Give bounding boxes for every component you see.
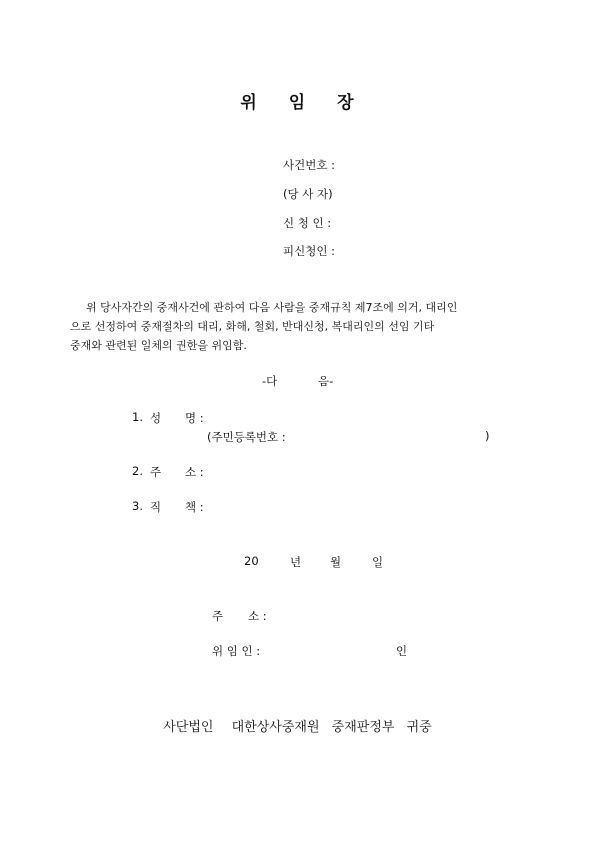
recipient-line: [0, 716, 595, 735]
paragraph-line: 중재와 관련된 일체의 권한을 위임함.: [70, 339, 247, 352]
name-label-first: 성: [150, 411, 162, 425]
resident-number-close: ): [485, 429, 490, 443]
position-label-first: 직: [150, 500, 162, 514]
document-title: [0, 88, 595, 113]
respondent-label: 피신청인 :: [283, 244, 335, 258]
org-type: 사단법인: [163, 720, 214, 735]
seal-mark: 인: [396, 644, 408, 658]
address-label-second: 소 :: [185, 465, 204, 479]
address-label-first: 주: [150, 465, 162, 479]
title-char: 위: [240, 93, 258, 113]
name-label-second: 명 :: [185, 411, 204, 425]
signature-address-second: 소 :: [248, 609, 267, 623]
resident-number-open: (주민등록번호 :: [207, 430, 286, 444]
delegation-paragraph: [70, 298, 540, 355]
delegator-label: 위 임 인 :: [212, 644, 261, 658]
item-number: 3.: [132, 499, 143, 513]
case-number-label: 사건번호 :: [283, 158, 335, 172]
date-day: 일: [372, 555, 384, 569]
date-month: 월: [330, 555, 342, 569]
parties-label: (당 사 자): [283, 187, 333, 201]
section-heading-right: 음-: [318, 374, 334, 388]
title-char: 임: [288, 93, 307, 113]
department: 중재판정부: [331, 720, 395, 735]
org-name: 대한상사중재원: [231, 720, 320, 735]
section-heading-left: -다: [262, 374, 278, 388]
item-number: 1.: [132, 410, 143, 424]
paragraph-line: 으로 선정하여 중재절차의 대리, 화해, 철회, 반대신청, 복대리인의 선임 기타: [70, 320, 435, 333]
applicant-label: 신 청 인 :: [283, 216, 332, 230]
honorific-suffix: 귀중: [406, 720, 432, 735]
position-label-second: 책 :: [185, 500, 204, 514]
item-number: 2.: [132, 464, 143, 478]
date-year: 년: [290, 555, 302, 569]
signature-address-first: 주: [212, 609, 224, 623]
date-year-prefix: 20: [244, 554, 259, 568]
paragraph-line: 위 당사자간의 중재사건에 관하여 다음 사람을 중재규칙 제7조에 의거, 대리인: [86, 301, 458, 314]
title-char: 장: [337, 93, 355, 113]
